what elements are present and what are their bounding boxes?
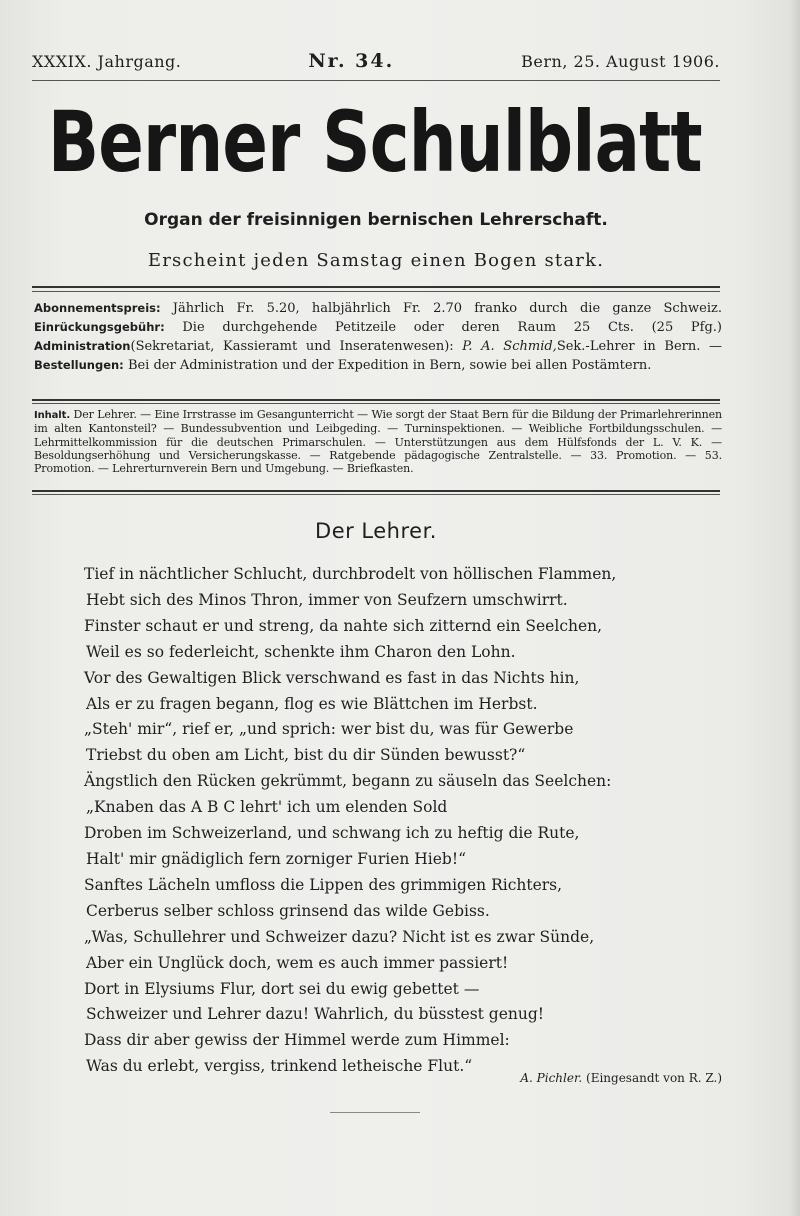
header-rule — [32, 80, 720, 81]
masthead-title: Berner Schulblatt — [47, 93, 702, 191]
poem-line: Sanftes Lächeln umfloss die Lippen des grimmigen Richters, — [84, 875, 563, 894]
page-edge-shadow — [790, 0, 800, 1216]
poem-line: Tief in nächtlicher Schlucht, durchbrodelt von höllischen Flammen, — [84, 565, 617, 583]
poem-line: Was du erlebt, vergiss, trinkend letheische Flut.“ — [86, 1057, 473, 1076]
publication-frequency: Erscheint jeden Samstag einen Bogen stark. — [147, 250, 605, 271]
closing-divider — [330, 1112, 420, 1113]
einrueckung-text: Die durchgehende Petitzeile oder deren Raum 25 Cts. (25 Pfg.) — [182, 320, 722, 335]
poem-line: „Was, Schullehrer und Schweizer dazu? Nicht ist es zwar Sünde, — [84, 927, 595, 946]
poem-attribution — [520, 1071, 722, 1085]
abonnement-text: Jährlich Fr. 5.20, halbjährlich Fr. 2.70 franko durch die ganze Schweiz. — [172, 301, 722, 316]
poem-line: Hebt sich des Minos Thron, immer von Seufzern umschwirrt. — [86, 590, 568, 609]
contents-bottom-rule-thin — [32, 494, 720, 495]
poem-line: Triebst du oben am Licht, bist du dir Sünden bewusst?“ — [86, 746, 526, 765]
place-date: Bern, 25. August 1906. — [521, 52, 720, 71]
poem-line: Aber ein Unglück doch, wem es auch immer passiert! — [86, 953, 509, 972]
poem-line: Halt' mir gnädiglich fern zorniger Furien Hieb!“ — [86, 849, 466, 868]
poem-line: Ängstlich den Rücken gekrümmt, begann zu säuseln das Seelchen: — [84, 772, 612, 791]
poem-line: „Steh' mir“, rief er, „und sprich: wer bist du, was für Gewerbe — [84, 720, 574, 739]
administration-text: (Sekretariat, Kassieramt und Inseratenwesen): — [130, 339, 454, 354]
poem-line: Cerberus selber schloss grinsend das wilde Gebiss. — [86, 901, 490, 920]
poem-body — [84, 562, 616, 1080]
poem-line: Schweizer und Lehrer dazu! Wahrlich, du büsstest genug! — [86, 1005, 545, 1024]
contents-top-rule-thin — [32, 403, 720, 404]
bestellungen-label: Bestellungen: — [34, 358, 124, 372]
administration-label: Administration — [34, 339, 131, 353]
administration-tail: Sek.-Lehrer in Bern. — — [556, 339, 723, 354]
poem-line: Droben im Schweizerland, und schwang ich zu heftig die Rute, — [84, 824, 580, 843]
contents-top-rule — [32, 399, 720, 401]
header-line — [32, 50, 720, 72]
poem-line: Finster schaut er und streng, da nahte sich zitternd ein Seelchen, — [84, 616, 603, 635]
contents-text: Der Lehrer. — Eine Irrstrasse im Gesangunterricht — Wie sorgt der Staat Bern für die Bildung der Primarlehrerinnen im alten Kantonsteil? — Bundessubvention und Leibgeding. — Turninspektionen. — Weibliche Fortbildungsschulen. — Lehrmittelkommission für die deutschen Primarschulen. — Unterstützungen aus dem Hülfsfonds der L. V. K. — Besoldungserhöhung und Versicherungskasse. — Ratgebende pädagogische Zentralstelle. — 33. Promotion. — 53. Promotion. — Lehrerturnverein Bern und Umgebung. — Briefkasten. — [34, 408, 723, 476]
poem-title: Der Lehrer. — [315, 519, 437, 543]
issue-number: Nr. 34. — [308, 50, 395, 72]
poem-line: Dass dir aber gewiss der Himmel werde zum Himmel: — [84, 1031, 510, 1050]
poem-line: Weil es so federleicht, schenkte ihm Charon den Lohn. — [86, 642, 516, 661]
poem-line: Als er zu fragen begann, flog es wie Blättchen im Herbst. — [86, 694, 538, 713]
volume-label: XXXIX. Jahrgang. — [32, 52, 182, 71]
poem-source: (Eingesandt von R. Z.) — [586, 1071, 722, 1085]
table-of-contents — [34, 408, 722, 475]
poem-author: A. Pichler. — [520, 1071, 583, 1085]
administration-name: P. A. Schmid, — [462, 339, 557, 354]
poem-line: Dort in Elysiums Flur, dort sei du ewig gebettet — — [84, 979, 480, 998]
contents-bottom-rule — [32, 490, 720, 492]
contents-label: Inhalt. — [34, 410, 71, 421]
einrueckung-label: Einrückungsgebühr: — [34, 320, 165, 334]
bestellungen-text: Bei der Administration und der Expedition in Bern, sowie bei allen Postämtern. — [127, 358, 652, 373]
info-top-rule — [32, 286, 720, 288]
subscription-info — [34, 299, 722, 375]
masthead-subtitle: Organ der freisinnigen bernischen Lehrerschaft. — [144, 210, 608, 230]
info-top-rule-thin — [32, 291, 720, 292]
abonnement-label: Abonnementspreis: — [34, 301, 161, 315]
poem-line: Vor des Gewaltigen Blick verschwand es fast in das Nichts hin, — [84, 668, 580, 687]
poem-line: „Knaben das A B C lehrt' ich um elenden Sold — [86, 798, 448, 817]
